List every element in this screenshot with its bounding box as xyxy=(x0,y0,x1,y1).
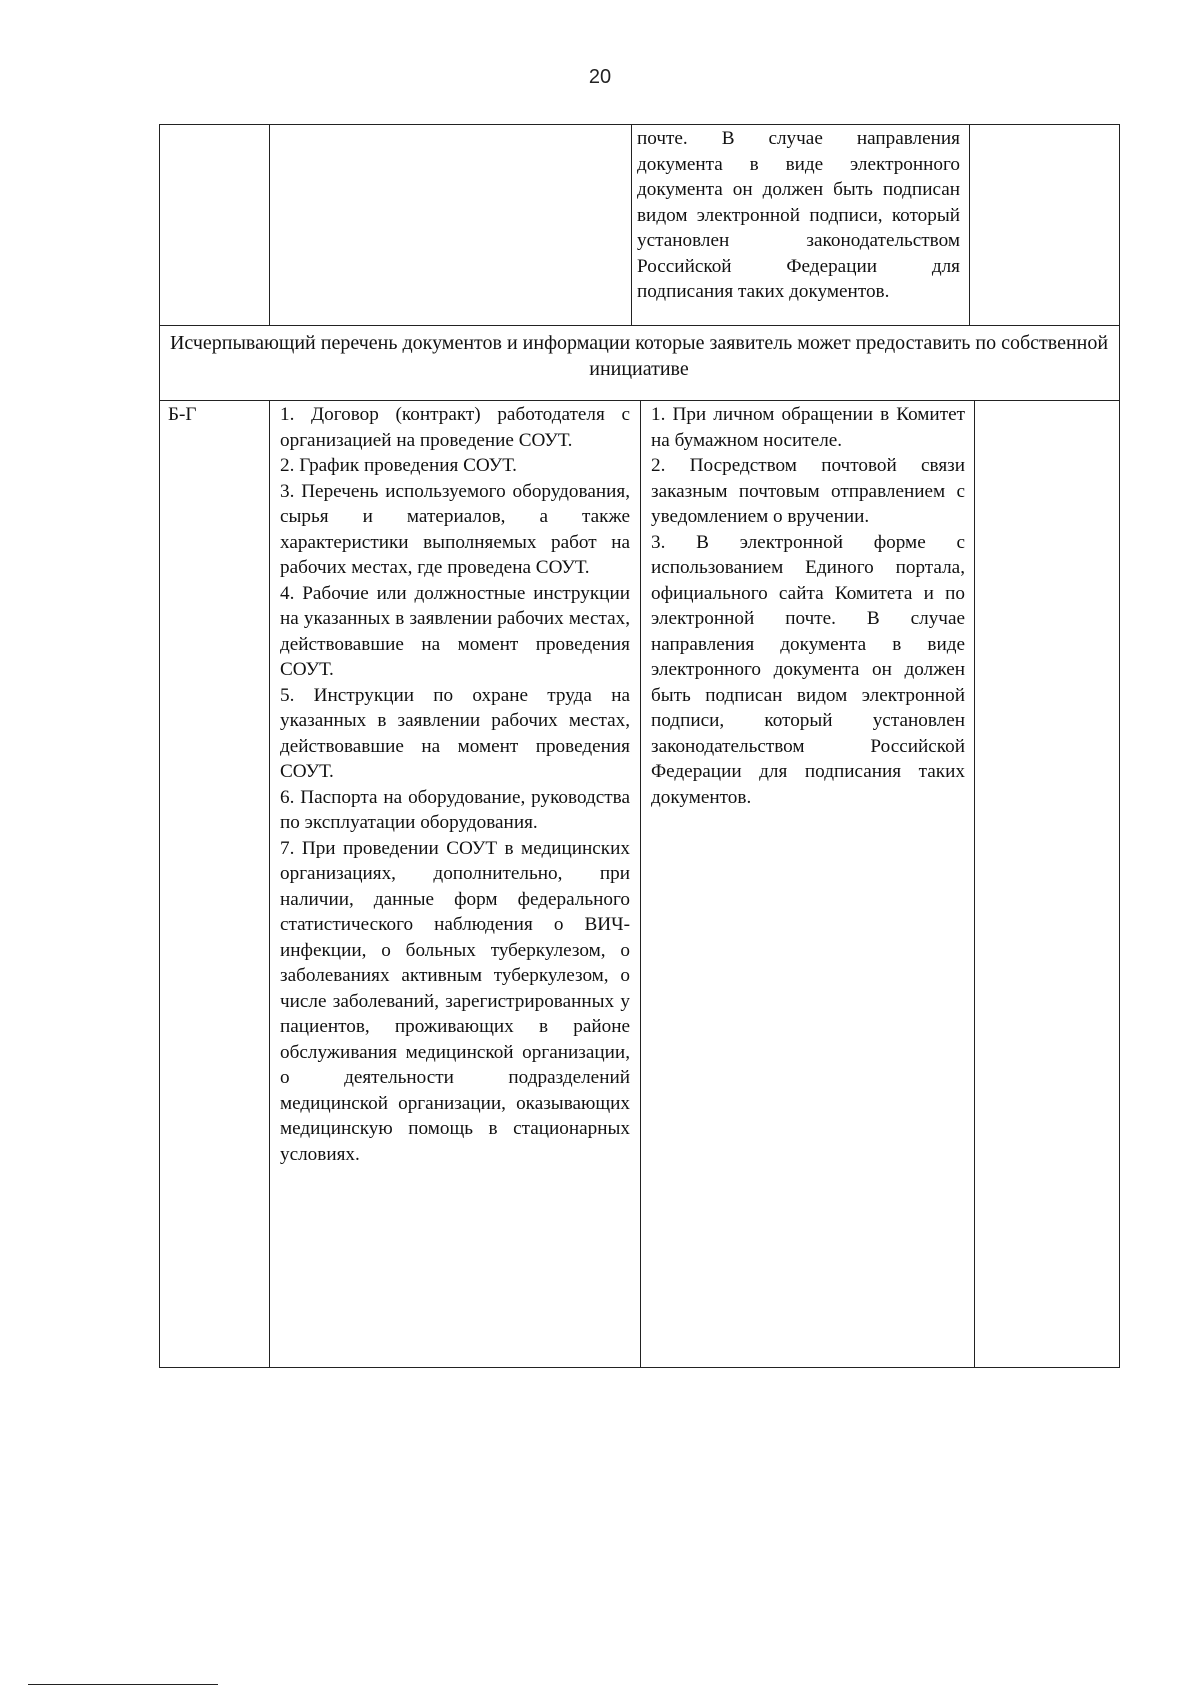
footnote-separator xyxy=(28,1684,218,1685)
row-divider-2 xyxy=(640,400,641,1367)
top-row-divider-3 xyxy=(969,124,970,325)
top-row-channels-text: почте. В случае направления документа в виде электронного документа он должен быть подписан видом электронной подписи, который установлен законодательством Российской Федерации для подписания таких документов. xyxy=(637,128,960,302)
row-divider-3 xyxy=(974,400,975,1367)
document-item: 2. График проведения СОУТ. xyxy=(280,455,517,476)
row-code: Б-Г xyxy=(168,404,197,425)
channels-cell xyxy=(651,402,965,810)
document-item: 7. При проведении СОУТ в медицинских организациях, дополнительно, при наличии, данные форм федерального статистического наблюдения о ВИЧ-инфекции, о больных туберкулезом, о заболеваниях активным туберкулезом, о числе заболеваний, зарегистрированных у пациентов, проживающих в районе обслуживания медицинской организации, о деятельности подразделений медицинской организации, оказывающих медицинскую помощь в стационарных условиях. xyxy=(280,837,630,1165)
row-divider-1 xyxy=(269,400,270,1367)
page-number: 20 xyxy=(588,66,612,88)
table-bottom-border xyxy=(159,1367,1120,1368)
document-item: 6. Паспорта на оборудование, руководства по эксплуатации оборудования. xyxy=(280,786,630,833)
table-left-border xyxy=(159,124,160,1368)
document-item: 4. Рабочие или должностные инструкции на указанных в заявлении рабочих местах, действовавшие на момент проведения СОУТ. xyxy=(280,582,630,680)
table-right-border xyxy=(1119,124,1120,1368)
top-row-divider-1 xyxy=(269,124,270,325)
top-row-channels-cell xyxy=(637,126,960,305)
top-row-divider-2 xyxy=(631,124,632,325)
document-item: 1. Договор (контракт) работодателя с организацией на проведение СОУТ. xyxy=(280,404,630,451)
document-item: 3. Перечень используемого оборудования, сырья и материалов, а также характеристики выполняемых работ на рабочих местах, где проведена СОУТ. xyxy=(280,480,630,578)
documents-cell xyxy=(280,402,630,1167)
section-heading: Исчерпывающий перечень документов и информации которые заявитель может предоставить по собственной инициативе xyxy=(169,332,1109,380)
document-item: 5. Инструкции по охране труда на указанных в заявлении рабочих местах, действовавшие на момент проведения СОУТ. xyxy=(280,684,630,782)
top-row-bottom-border xyxy=(159,325,1120,326)
table-top-border xyxy=(159,124,1120,125)
channel-item: 3. В электронной форме с использованием Единого портала, официального сайта Комитета и по электронной почте. В случае направления документа в виде электронного документа он должен быть подписан видом электронной подписи, который установлен законодательством Российской Федерации для подписания таких документов. xyxy=(651,531,965,808)
channel-item: 2. Посредством почтовой связи заказным почтовым отправлением с уведомлением о вручении. xyxy=(651,455,965,527)
channel-item: 1. При личном обращении в Комитет на бумажном носителе. xyxy=(651,404,965,451)
